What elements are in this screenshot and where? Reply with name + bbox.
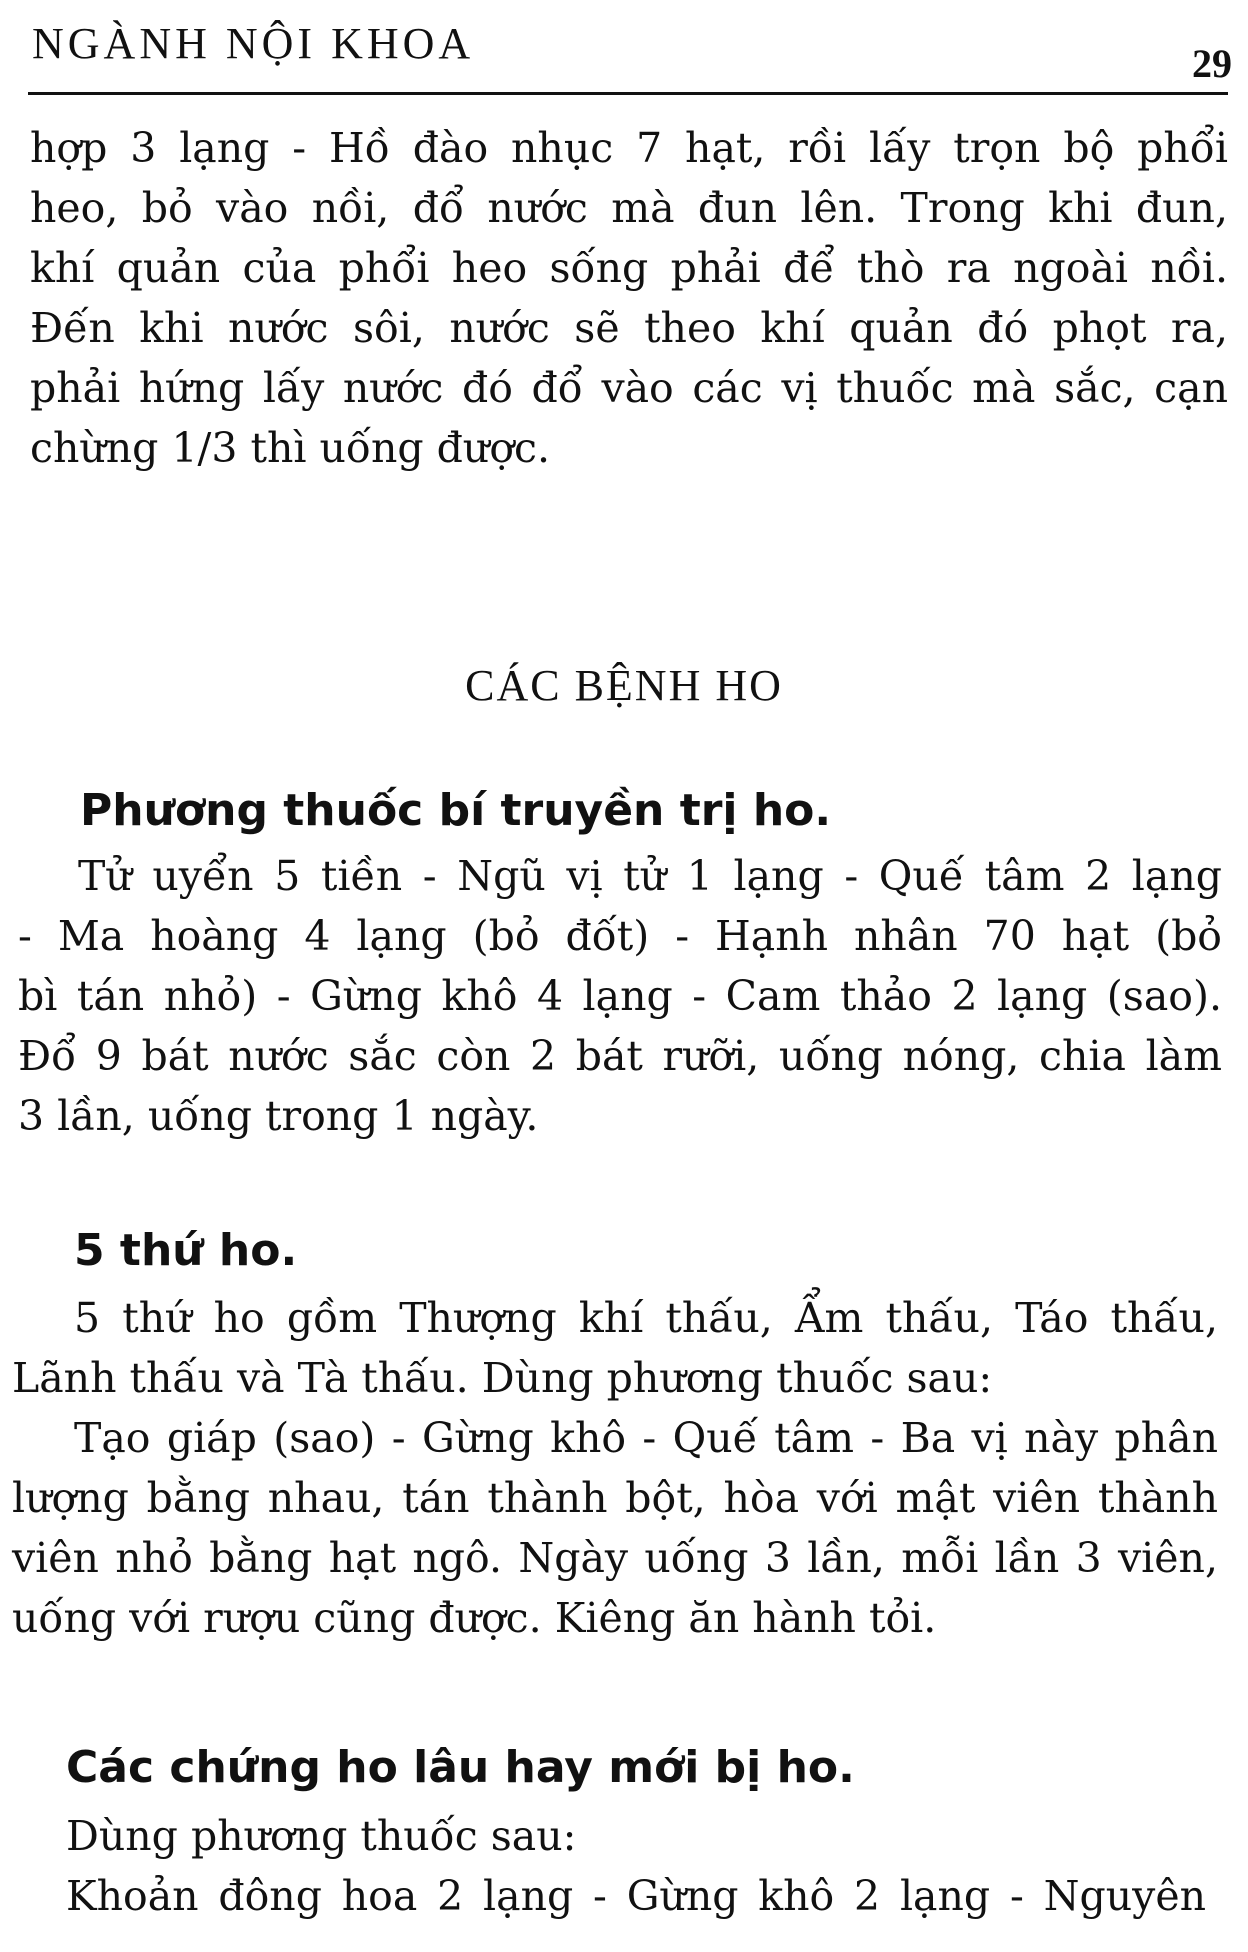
text-line: 3 lần, uống trong 1 ngày. xyxy=(18,1092,539,1140)
text-line: Khoản đông hoa 2 lạng - Gừng khô 2 lạng - Nguyên xyxy=(66,1872,1206,1920)
remedy-heading: 5 thứ ho. xyxy=(74,1225,298,1276)
section-title: CÁC BỆNH HO xyxy=(465,661,783,710)
text-line: chừng 1/3 thì uống được. xyxy=(30,424,551,472)
text-line: bì tán nhỏ) - Gừng khô 4 lạng - Cam thảo 2 lạng (sao). xyxy=(18,972,1222,1020)
remedy-paragraph xyxy=(18,846,1222,1146)
text-line: hợp 3 lạng - Hồ đào nhục 7 hạt, rồi lấy trọn bộ phổi xyxy=(30,124,1228,172)
remedy-heading: Phương thuốc bí truyền trị ho. xyxy=(80,785,832,836)
header-rule xyxy=(28,92,1228,95)
text-line: uống với rượu cũng được. Kiêng ăn hành tỏi. xyxy=(12,1594,937,1642)
text-line: Tạo giáp (sao) - Gừng khô - Quế tâm - Ba vị này phân xyxy=(74,1414,1218,1462)
text-line: Đổ 9 bát nước sắc còn 2 bát rưỡi, uống nóng, chia làm xyxy=(18,1032,1222,1080)
text-line: lượng bằng nhau, tán thành bột, hòa với mật viên thành xyxy=(12,1474,1218,1522)
text-line: - Ma hoàng 4 lạng (bỏ đốt) - Hạnh nhân 70 hạt (bỏ xyxy=(18,912,1222,960)
page-number: 29 xyxy=(1192,41,1232,86)
intro-paragraph xyxy=(30,118,1228,478)
text-line: 5 thứ ho gồm Thượng khí thấu, Ẩm thấu, Táo thấu, xyxy=(74,1294,1218,1342)
text-line: khí quản của phổi heo sống phải để thò ra ngoài nồi. xyxy=(30,244,1228,292)
text-line: viên nhỏ bằng hạt ngô. Ngày uống 3 lần, mỗi lần 3 viên, xyxy=(12,1534,1218,1582)
text-line: Dùng phương thuốc sau: xyxy=(66,1812,577,1860)
remedy-paragraph xyxy=(12,1288,1218,1648)
remedy-paragraph xyxy=(66,1806,1206,1926)
text-line: Lãnh thấu và Tà thấu. Dùng phương thuốc sau: xyxy=(12,1354,993,1402)
text-line: phải hứng lấy nước đó đổ vào các vị thuốc mà sắc, cạn xyxy=(30,364,1228,412)
text-line: Đến khi nước sôi, nước sẽ theo khí quản đó phọt ra, xyxy=(30,304,1228,352)
running-head: NGÀNH NỘI KHOA xyxy=(32,19,475,68)
text-line: Tử uyển 5 tiền - Ngũ vị tử 1 lạng - Quế tâm 2 lạng xyxy=(78,852,1222,900)
text-line: heo, bỏ vào nồi, đổ nước mà đun lên. Trong khi đun, xyxy=(30,184,1228,232)
remedy-heading: Các chứng ho lâu hay mới bị ho. xyxy=(66,1742,855,1793)
